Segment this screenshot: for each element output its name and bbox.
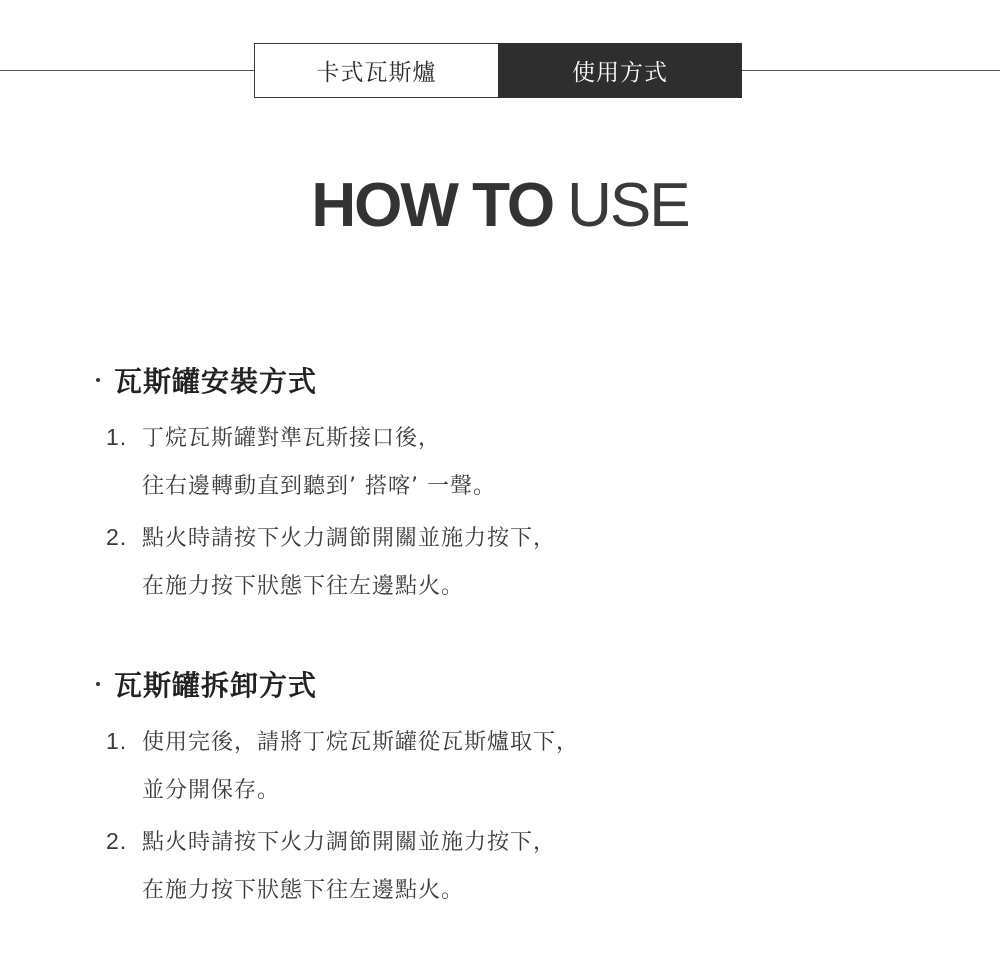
section-remove bbox=[94, 664, 579, 916]
step-item bbox=[94, 716, 579, 816]
step-text: 使用完後，請將丁烷瓦斯罐從瓦斯爐取下， bbox=[142, 730, 580, 755]
header-divider-left bbox=[0, 70, 254, 71]
bullet-dot-icon bbox=[96, 682, 100, 686]
step-text-continued: 在施力按下狀態下往左邊點火。 bbox=[142, 878, 465, 903]
page-title-light: USE bbox=[567, 171, 689, 240]
section-title bbox=[94, 360, 556, 400]
tab-bar bbox=[254, 43, 742, 98]
header-divider-right bbox=[742, 70, 1000, 71]
step-text-continued: 並分開保存。 bbox=[142, 778, 281, 803]
step-line bbox=[94, 816, 579, 866]
step-text: 丁烷瓦斯罐對準瓦斯接口後， bbox=[142, 426, 442, 451]
section-install bbox=[94, 360, 556, 612]
step-number: 1. bbox=[106, 728, 128, 754]
page-title-bold: HOW TO bbox=[311, 171, 554, 240]
step-text: 點火時請按下火力調節開關並施力按下， bbox=[142, 830, 557, 855]
step-number: 2. bbox=[106, 524, 128, 550]
step-item bbox=[94, 512, 556, 612]
step-text: 點火時請按下火力調節開關並施力按下， bbox=[142, 526, 557, 551]
step-number: 2. bbox=[106, 828, 128, 854]
step-item bbox=[94, 412, 556, 512]
step-text-continued: 往右邊轉動直到聽到’ 搭喀’ 一聲。 bbox=[142, 474, 496, 499]
bullet-dot-icon bbox=[96, 378, 100, 382]
section-title-text: 瓦斯罐安裝方式 bbox=[114, 365, 318, 398]
tab-how-to-use[interactable]: 使用方式 bbox=[498, 43, 742, 98]
step-line bbox=[94, 412, 556, 462]
section-title-text: 瓦斯罐拆卸方式 bbox=[114, 669, 318, 702]
step-item bbox=[94, 816, 579, 916]
step-number: 1. bbox=[106, 424, 128, 450]
section-title bbox=[94, 664, 579, 704]
tab-gas-stove[interactable]: 卡式瓦斯爐 bbox=[254, 43, 498, 98]
step-line bbox=[94, 716, 579, 766]
step-text-continued: 在施力按下狀態下往左邊點火。 bbox=[142, 574, 465, 599]
step-line bbox=[94, 512, 556, 562]
page-title bbox=[0, 168, 1000, 244]
